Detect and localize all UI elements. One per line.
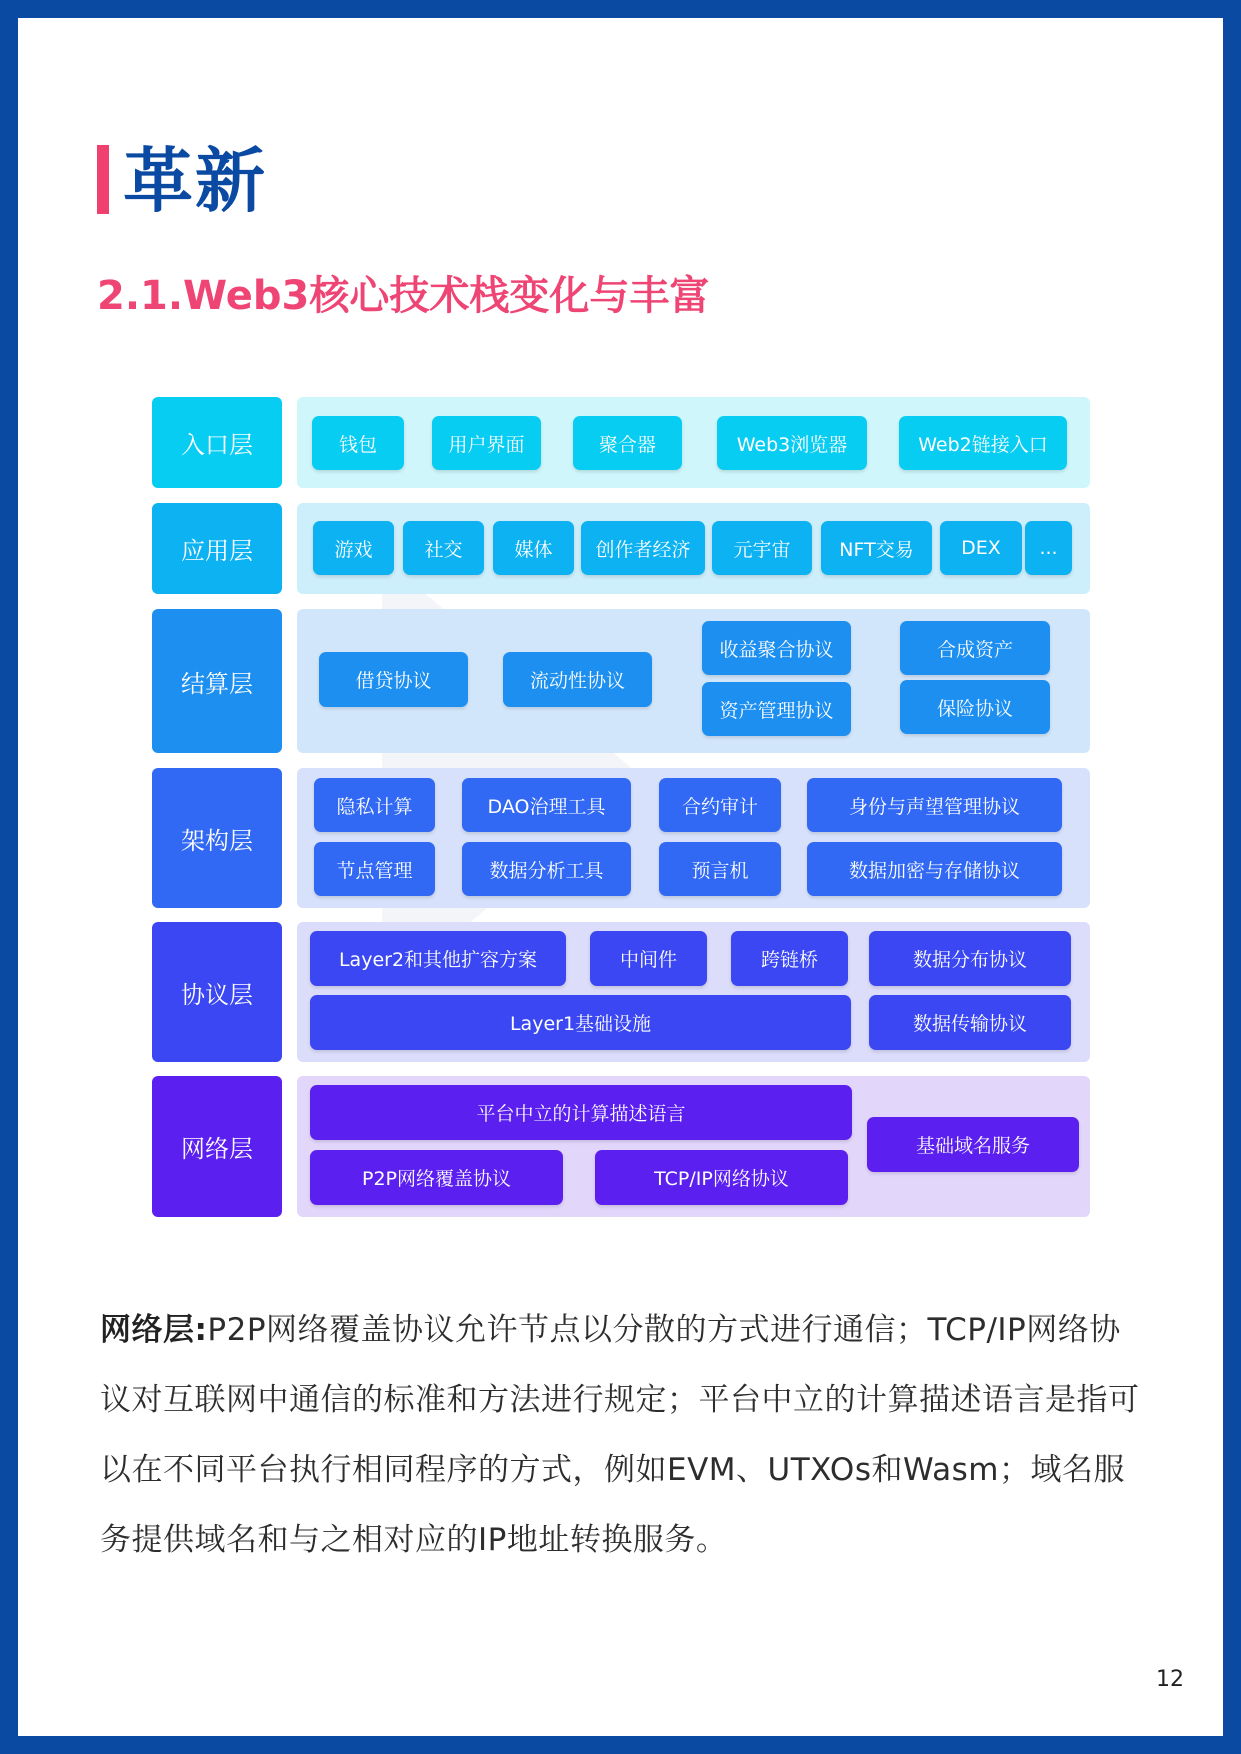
chip-data-distribution: 数据分布协议	[869, 931, 1071, 986]
chip-social: 社交	[403, 521, 484, 575]
chip-layer1-infrastructure: Layer1基础设施	[310, 995, 851, 1050]
chip-platform-neutral-language: 平台中立的计算描述语言	[310, 1085, 852, 1140]
chip-media: 媒体	[493, 521, 574, 575]
chip-nft-trading: NFT交易	[821, 521, 932, 575]
chip-insurance-protocol: 保险协议	[900, 680, 1050, 734]
layer-label: 协议层	[152, 922, 282, 1062]
chip-asset-management: 资产管理协议	[702, 682, 851, 736]
chip-dex: DEX	[940, 521, 1022, 575]
chip-metaverse: 元宇宙	[712, 521, 812, 575]
body-paragraph: 网络层:P2P网络覆盖协议允许节点以分散的方式进行通信；TCP/IP网络协议对互联网中通信的标准和方法进行规定；平台中立的计算描述语言是指可以在不同平台执行相同程序的方式，例如EVM、UTXOs和Wasm；域名服务提供域名和与之相对应的IP地址转换服务。	[100, 1312, 1140, 1558]
chip-layer2-scaling: Layer2和其他扩容方案	[310, 931, 566, 986]
chip-data-transmission: 数据传输协议	[869, 995, 1071, 1050]
chip-data-analytics: 数据分析工具	[462, 842, 631, 896]
layer-row-settlement	[152, 609, 1090, 753]
layer-row-network	[152, 1076, 1090, 1217]
layer-row-application	[152, 503, 1090, 594]
chip-dao-governance: DAO治理工具	[462, 778, 631, 832]
page-number: 12	[1156, 1667, 1184, 1692]
tech-stack-diagram	[152, 397, 1090, 1215]
section-subtitle: 2.1.Web3核心技术栈变化与丰富	[97, 273, 710, 319]
chip-node-management: 节点管理	[314, 842, 435, 896]
chip-privacy-computing: 隐私计算	[314, 778, 435, 832]
chip-web3-browser: Web3浏览器	[717, 416, 867, 470]
section-title: 革新	[123, 140, 267, 222]
layer-row-architecture	[152, 768, 1090, 908]
layer-row-protocol	[152, 922, 1090, 1062]
chip-cross-chain-bridge: 跨链桥	[731, 931, 848, 986]
chip-middleware: 中间件	[590, 931, 707, 986]
chip-synthetic-assets: 合成资产	[900, 621, 1050, 675]
layer-label: 入口层	[152, 397, 282, 488]
chip-tcp-ip: TCP/IP网络协议	[595, 1150, 848, 1205]
chip-domain-name-service: 基础域名服务	[867, 1117, 1079, 1172]
chip-identity-reputation: 身份与声望管理协议	[807, 778, 1062, 832]
title-accent-bar	[97, 145, 109, 214]
layer-label: 结算层	[152, 609, 282, 753]
layer-row-entry	[152, 397, 1090, 488]
chip-contract-audit: 合约审计	[659, 778, 781, 832]
chip-liquidity-protocol: 流动性协议	[503, 652, 652, 707]
chip-creator-economy: 创作者经济	[581, 521, 705, 575]
chip-data-encryption-storage: 数据加密与存储协议	[807, 842, 1062, 896]
chip-wallet: 钱包	[312, 416, 404, 470]
layer-label: 应用层	[152, 503, 282, 594]
chip-web2-entry: Web2链接入口	[899, 416, 1067, 470]
chip-p2p-overlay: P2P网络覆盖协议	[310, 1150, 563, 1205]
body-term: 网络层	[100, 1312, 195, 1348]
chip-gaming: 游戏	[313, 521, 394, 575]
chip-yield-aggregation: 收益聚合协议	[702, 621, 851, 675]
chip-aggregator: 聚合器	[573, 416, 682, 470]
chip-user-interface: 用户界面	[432, 416, 541, 470]
chip-more: ...	[1025, 521, 1072, 575]
body-text: P2P网络覆盖协议允许节点以分散的方式进行通信；TCP/IP网络协议对互联网中通信的标准和方法进行规定；平台中立的计算描述语言是指可以在不同平台执行相同程序的方式，例如EVM、UTXOs和Wasm；域名服务提供域名和与之相对应的IP地址转换服务。	[100, 1312, 1140, 1558]
chip-lending-protocol: 借贷协议	[319, 652, 468, 707]
layer-label: 架构层	[152, 768, 282, 908]
chip-oracle: 预言机	[659, 842, 781, 896]
layer-label: 网络层	[152, 1076, 282, 1217]
